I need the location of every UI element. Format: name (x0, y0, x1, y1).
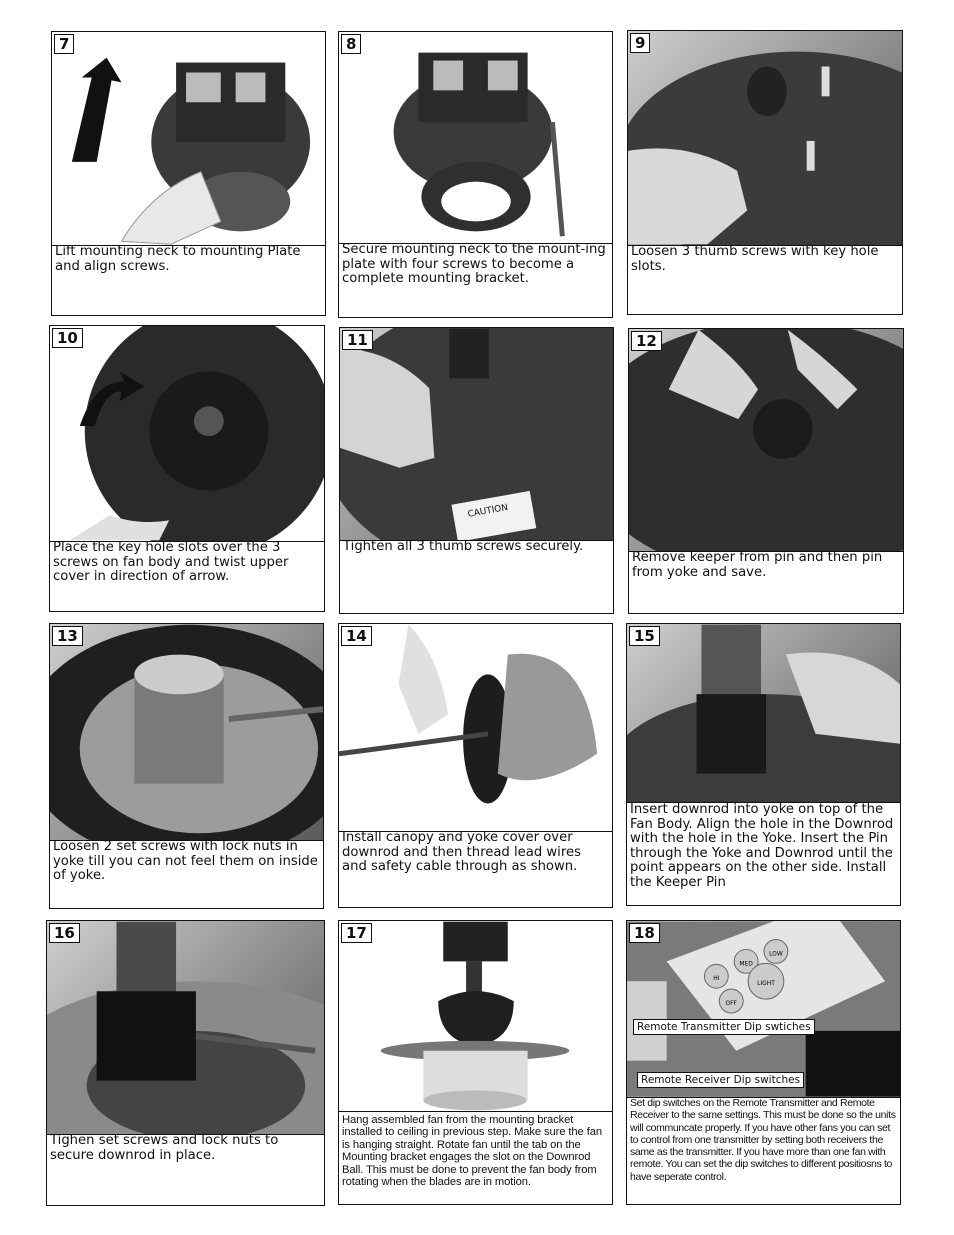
step-11-photo (340, 328, 613, 541)
step-7 (51, 31, 326, 316)
remote-button-label: LIGHT (757, 980, 775, 988)
step-16-photo (47, 921, 324, 1135)
tighten-downrod-illustration (47, 921, 324, 1134)
step-caption: Place the key hole slots over the 3 screws on fan body and twist upper cover in direction of arrow. (53, 540, 289, 584)
step-caption: Lift mounting neck to mounting Plate and align screws. (55, 244, 301, 274)
remote-button-label: HI (713, 975, 720, 983)
downrod-yoke-illustration (627, 624, 900, 802)
step-caption: Set dip switches on the Remote Transmitter and Remote Receiver to the same settings. This must be done so the units will communcate properly. If you have other fans you can set to control from one transmitter by setting both receivers the same as the transmitter. If you have more than one fan with remote. You can set the dip switches to different positiosns to have seperate control. (630, 1097, 896, 1183)
step-12 (628, 328, 904, 614)
step-number: 8 (341, 34, 361, 54)
step-number: 7 (54, 34, 74, 54)
step-13-photo (50, 624, 323, 841)
step-18 (626, 920, 901, 1205)
step-number: 11 (342, 330, 373, 350)
step-number: 10 (52, 328, 83, 348)
step-14-photo (339, 624, 612, 832)
receiver-dip-label: Remote Receiver Dip switches (637, 1072, 804, 1088)
remote-button-label: MED (739, 960, 753, 968)
step-16 (46, 920, 325, 1206)
step-number: 17 (341, 923, 372, 943)
step-17 (338, 920, 613, 1205)
tighten-screws-illustration (340, 328, 613, 540)
step-number: 9 (630, 33, 650, 53)
step-number: 18 (629, 923, 660, 943)
mounting-neck-illustration (52, 32, 325, 245)
step-9-photo (628, 31, 902, 246)
step-15-photo (627, 624, 900, 803)
step-7-photo (52, 32, 325, 246)
keeper-pin-illustration (629, 329, 903, 551)
hang-fan-illustration (339, 921, 612, 1111)
step-10 (49, 325, 325, 612)
thumb-screws-illustration (628, 31, 902, 245)
transmitter-dip-label: Remote Transmitter Dip swtiches (633, 1019, 815, 1035)
remote-button-label: LOW (769, 950, 783, 958)
step-caption: Hang assembled fan from the mounting bracket installed to ceiling in previous step. Make sure the fan is hanging straight. Rotate fan until the tab on the Mounting bracket engages the slot on the Downrod Ball. This must be done to prevent the fan body from rotating when the blades are in motion. (342, 1114, 602, 1189)
step-caption: Tighen set screws and lock nuts to secure downrod in place. (50, 1133, 279, 1163)
step-15 (626, 623, 901, 906)
step-10-photo (50, 326, 324, 542)
step-caption: Loosen 2 set screws with lock nuts in yoke till you can not feel them on inside of yoke. (53, 839, 318, 883)
step-number: 14 (341, 626, 372, 646)
step-number: 13 (52, 626, 83, 646)
step-caption: Tighten all 3 thumb screws securely. (343, 539, 584, 554)
step-number: 16 (49, 923, 80, 943)
step-9 (627, 30, 903, 315)
step-caption: Remove keeper from pin and then pin from yoke and save. (632, 550, 883, 580)
yoke-set-screws-illustration (50, 624, 323, 840)
mounting-bracket-illustration (339, 32, 612, 243)
step-number: 15 (629, 626, 660, 646)
step-caption: Secure mounting neck to the mount-ing plate with four screws to become a complete mounting bracket. (342, 242, 606, 286)
dip-switch-illustration (627, 921, 900, 1097)
canopy-yoke-cover-illustration (339, 624, 612, 831)
remote-button-label: OFF (725, 1000, 737, 1008)
step-caption: Install canopy and yoke cover over downrod and then thread lead wires and safety cable through as shown. (342, 830, 581, 874)
step-caption: Insert downrod into yoke on top of the Fan Body. Align the hole in the Downrod with the hole in the Yoke. Insert the Pin through the Yoke and Downrod until the point appears on the other side. Install the Keeper Pin (630, 802, 894, 890)
step-caption: Loosen 3 thumb screws with key hole slots. (631, 244, 879, 274)
upper-cover-illustration (50, 326, 324, 541)
step-number: 12 (631, 331, 662, 351)
step-11 (339, 327, 614, 614)
step-14 (338, 623, 613, 908)
step-12-photo (629, 329, 903, 552)
caution-sticker-text: CAUTION (467, 502, 509, 520)
step-13 (49, 623, 324, 909)
step-17-photo (339, 921, 612, 1112)
step-8-photo (339, 32, 612, 244)
step-8 (338, 31, 613, 318)
